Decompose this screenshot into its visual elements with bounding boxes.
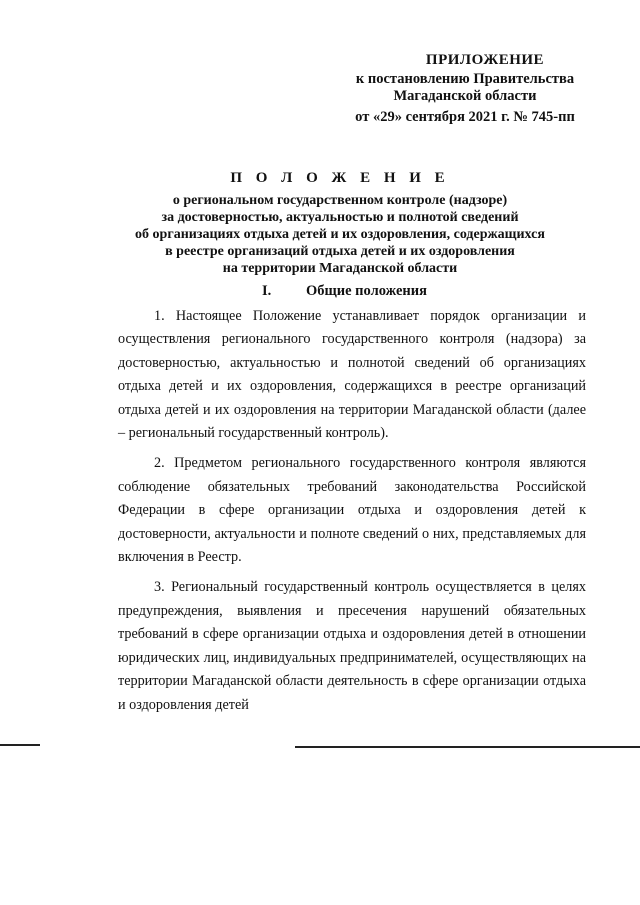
- section-heading: [262, 283, 427, 300]
- heading-line-5: на территории Магаданской области: [222, 261, 458, 276]
- paragraph-1: 1. Настоящее Положение устанавливает порядок организации и осуществления регионального государственного контроля (надзора) за достоверностью, актуальностью и полнотой сведений об организациях отдыха детей и их оздоровления, содержащихся в реестре организаций отдыха детей и их оздоровления на территории Магаданской области (далее – региональный государственный контроль).: [118, 308, 586, 442]
- appendix-line-1: к постановлению Правительства: [355, 71, 575, 87]
- heading-line-2: за достоверностью, актуальностью и полнотой сведений: [161, 210, 519, 225]
- heading-line-1: о региональном государственном контроле (надзоре): [172, 193, 508, 208]
- section-number: I.: [262, 283, 272, 299]
- heading-line-3: об организациях отдыха детей и их оздоровления, содержащихся: [135, 227, 545, 242]
- appendix-block: [330, 52, 600, 126]
- appendix-line-2: Магаданской области: [393, 88, 537, 104]
- scan-rule-right: [295, 746, 640, 748]
- document-heading: [100, 170, 580, 277]
- appendix-title: ПРИЛОЖЕНИЕ: [425, 52, 545, 68]
- paragraph-3: 3. Региональный государственный контроль осуществляется в целях предупреждения, выявления и пресечения нарушений обязательных требований в сфере организации отдыха и оздоровления детей в отношении юридических лиц, индивидуальных предпринимателей, осуществляющих на территории Магаданской области деятельность в сфере организации отдыха и оздоровления детей: [118, 579, 586, 713]
- section-title: Общие положения: [306, 283, 427, 299]
- paragraph-2: 2. Предметом регионального государственного контроля являются соблюдение обязательных требований законодательства Российской Федерации в сфере организации отдыха и оздоровления детей к достоверности, актуальности и полноте сведений о них, представляемых для включения в Реестр.: [118, 455, 586, 566]
- scan-rule-left: [0, 744, 40, 746]
- heading-title: П О Л О Ж Е Н И Е: [230, 170, 450, 186]
- document-body: [118, 305, 586, 724]
- heading-line-4: в реестре организаций отдыха детей и их оздоровления: [165, 244, 515, 259]
- appendix-date: от «29» сентября 2021 г. № 745-пп: [355, 109, 575, 125]
